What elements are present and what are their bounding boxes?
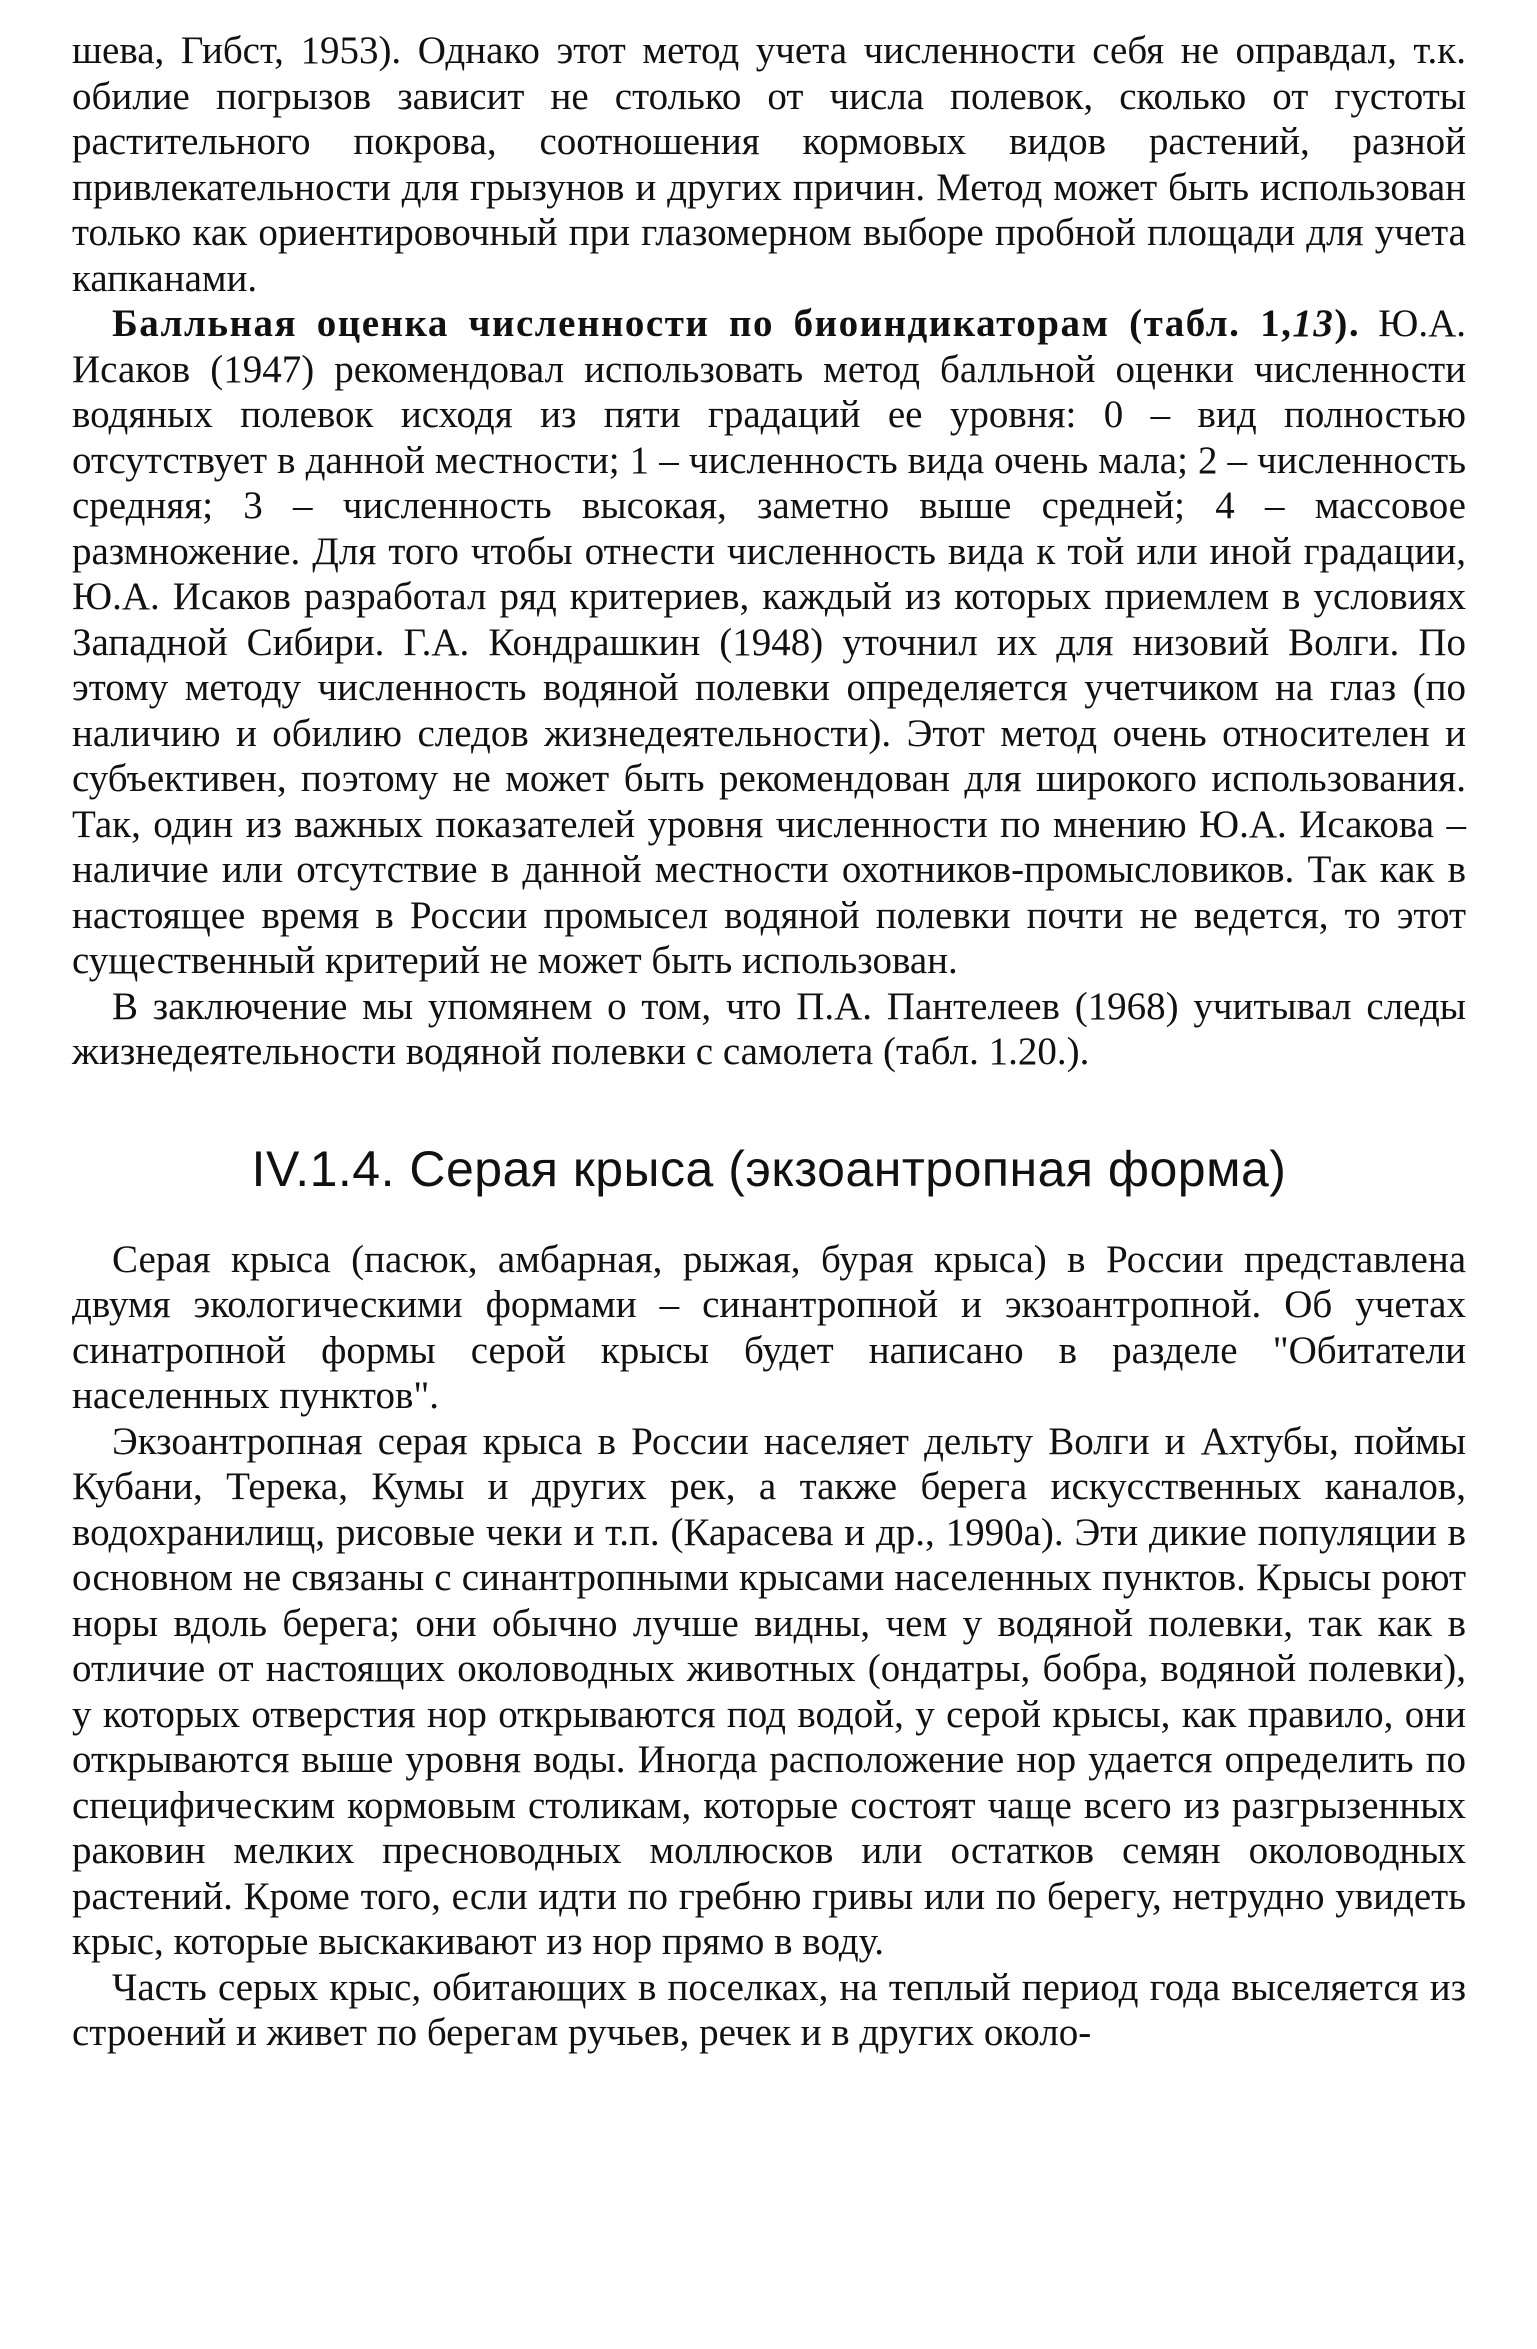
paragraph-ball-assessment-body: Ю.А. Исаков (1947) рекомендовал использовать метод балльной оценки численности водяных полевок исходя из пяти градаций ее уровня: 0 – вид полностью отсутствует в данной местности; 1 – численность вида очень мала; 2 – численность средняя; 3 – численность высокая, заметно выше средней; 4 – массовое размножение. Для того чтобы отнести численность вида к той или иной градации, Ю.А. Исаков разработал ряд критериев, каждый из которых приемлем в условиях Западной Сибири. Г.А. Кондрашкин (1948) уточнил их для низовий Волги. По этому методу численность водяной полевки определяется учетчиком на глаз (по наличию и обилию следов жизнедеятельности). Этот метод очень относителен и субъективен, поэтому не может быть рекомендован для широкого использования. Так, один из важных показателей уровня численности по мнению Ю.А. Исакова – наличие или отсутствие в данной местности охотников-промысловиков. Так как в настоящее время в России промысел водяной полевки почти не ведется, то этот существенный критерий не может быть использован. (72, 302, 1466, 982)
run-in-heading-end: ). (1334, 302, 1361, 345)
paragraph-ball-assessment (72, 301, 1466, 984)
paragraph-exoanthropic: Экзоантропная серая крыса в России населяет дельту Волги и Ахтубы, поймы Кубани, Терека, Кумы и других рек, а также берега искусственных каналов, водохранилищ, рисовые чеки и т.п. (Карасева и др., 1990а). Эти дикие популяции в основном не связаны с синантропными крысами населенных пунктов. Крысы роют норы вдоль берега; они обычно лучше видны, чем у водяной полевки, так как в отличие от настоящих околоводных животных (ондатры, бобра, водяной полевки), у которых отверстия нор открываются под водой, у серой крысы, как правило, они открываются выше уровня воды. Иногда расположение нор удается определить по специфическим кормовым столикам, которые состоят чаще всего из разгрызенных раковин мелких пресноводных моллюсков или остатков семян околоводных растений. Кроме того, если идти по гребню гривы или по берегу, нетрудно увидеть крыс, которые выскакивают из нор прямо в воду. (72, 1419, 1466, 1963)
document-page (72, 28, 1466, 2056)
paragraph-continuation: шева, Гибст, 1953). Однако этот метод учета численности себя не оправдал, т.к. обилие погрызов зависит не столько от числа полевок, сколько от густоты растительного покрова, соотношения кормовых видов растений, разной привлекательности для грызунов и других причин. Метод может быть использован только как ориентировочный при глазомерном выборе пробной площади для учета капканами. (72, 29, 1466, 300)
paragraph-intro-rat: Серая крыса (пасюк, амбарная, рыжая, бурая крыса) в России представлена двумя экологическими формами – синантропной и экзоантропной. Об учетах синатропной формы серой крысы будет написано в разделе "Обитатели населенных пунктов". (72, 1237, 1466, 1417)
run-in-heading-italic: 13 (1292, 302, 1335, 345)
paragraph-conclusion: В заключение мы упомянем о том, что П.А. Пантелеев (1968) учитывал следы жизнедеятельности водяной полевки с самолета (табл. 1.20.). (72, 984, 1466, 1073)
run-in-heading (112, 302, 1360, 345)
section-heading: IV.1.4. Серая крыса (экзоантропная форма) (251, 1140, 1287, 1197)
paragraph-settlement-rats: Часть серых крыс, обитающих в поселках, на теплый период года выселяется из строений и живет по берегам ручьев, речек и в других около- (72, 1965, 1466, 2054)
run-in-heading-text: Балльная оценка численности по биоиндикаторам (табл. 1, (112, 302, 1293, 345)
